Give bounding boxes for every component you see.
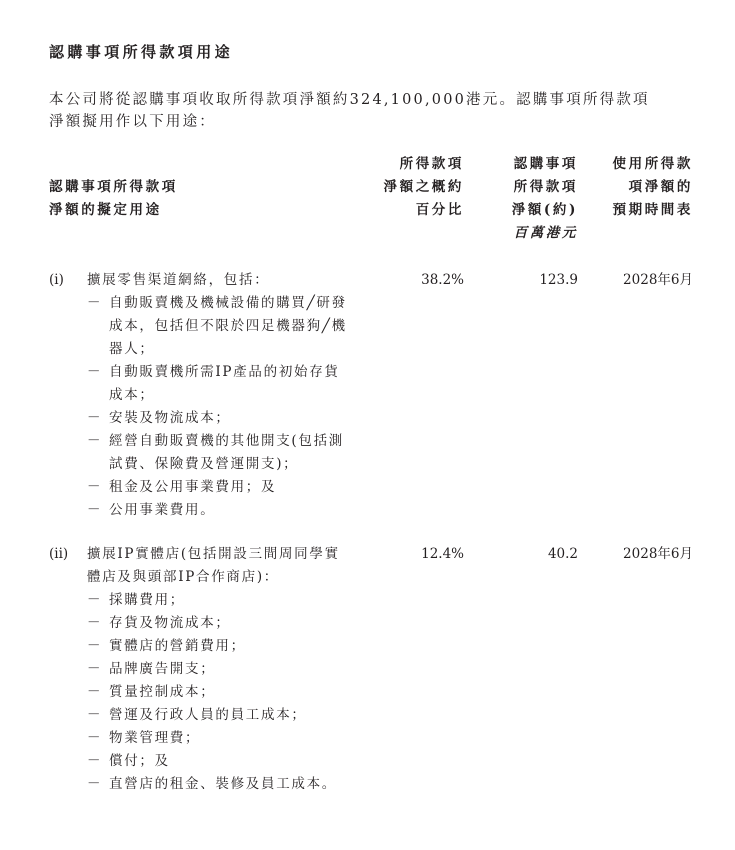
row-bullet-list: [87, 292, 347, 522]
list-item: [87, 292, 347, 361]
list-item: [87, 773, 337, 796]
header-percentage: [384, 153, 465, 222]
bullet-line: 試費、保險費及營運開支)；: [109, 456, 299, 472]
header-line: 淨額的擬定用途: [49, 202, 162, 218]
row-timeline: 2028年6月: [623, 272, 693, 288]
row-amount: 40.2: [547, 546, 578, 562]
header-line: 淨額之概約: [383, 179, 464, 195]
header-line: 認購事項: [513, 156, 578, 172]
dash: －: [87, 592, 103, 608]
list-item: [87, 430, 347, 476]
bullet-line: 營運及行政人員的員工成本；: [109, 707, 307, 723]
dash: －: [87, 753, 103, 769]
header-line: 預期時間表: [612, 202, 693, 218]
list-item: [87, 361, 347, 407]
dash: －: [87, 410, 103, 426]
bullet-line: 公用事業費用。: [109, 502, 216, 518]
bullet-line: 器人；: [109, 341, 155, 357]
row-title: [87, 543, 357, 589]
dash: －: [87, 479, 103, 495]
bullet-line: 存貨及物流成本；: [109, 615, 231, 631]
bullet-line: 直營店的租金、裝修及員工成本。: [109, 776, 337, 792]
header-line: 所得款項: [399, 156, 464, 172]
bullet-line: 自動販賣機及機械設備的購買╱研發: [109, 295, 347, 311]
row-amount: 123.9: [539, 272, 578, 288]
bullet-line: 物業管理費；: [109, 730, 201, 746]
list-item: [87, 476, 347, 499]
header-line: 項淨額的: [628, 179, 693, 195]
row-percentage: 38.2%: [421, 272, 464, 288]
list-item: [87, 635, 337, 658]
list-item: [87, 681, 337, 704]
header-unit: 百萬港元: [513, 225, 578, 241]
header-line: 所得款項: [513, 179, 578, 195]
list-item: [87, 727, 337, 750]
dash: －: [87, 364, 103, 380]
bullet-line: 採購費用；: [109, 592, 185, 608]
dash: －: [87, 684, 103, 700]
list-item: [87, 589, 337, 612]
header-amount: [512, 153, 578, 245]
row-percentage: 12.4%: [421, 546, 464, 562]
bullet-line: 實體店的營銷費用；: [109, 638, 246, 654]
row-title-line: 擴展IP實體店(包括開設三間周同學實: [87, 546, 340, 562]
dash: －: [87, 638, 103, 654]
header-line: 百分比: [415, 202, 464, 218]
bullet-line: 質量控制成本；: [109, 684, 216, 700]
list-item: [87, 750, 337, 773]
header-line: 淨額(約): [511, 202, 578, 218]
list-item: [87, 499, 347, 522]
row-timeline: 2028年6月: [623, 546, 693, 562]
bullet-line: 租金及公用事業費用；及: [109, 479, 277, 495]
section-heading: 認購事項所得款項用途: [49, 43, 234, 61]
dash: －: [87, 776, 103, 792]
intro-line: 本公司將從認購事項收取所得款項淨額約324,100,000港元。認購事項所得款項: [49, 92, 650, 108]
bullet-line: 償付；及: [109, 753, 170, 769]
header-timeline: [613, 153, 694, 222]
intro-line: 淨額擬用作以下用途：: [49, 114, 216, 130]
bullet-line: 成本，包括但不限於四足機器狗╱機: [109, 318, 347, 334]
dash: －: [87, 615, 103, 631]
dash: －: [87, 502, 103, 518]
row-label: (ii): [49, 546, 69, 562]
row-bullet-list: [87, 589, 337, 796]
dash: －: [87, 707, 103, 723]
list-item: [87, 612, 337, 635]
bullet-line: 自動販賣機所需IP產品的初始存貨: [109, 364, 340, 380]
header-line: 認購事項所得款項: [49, 179, 178, 195]
bullet-line: 安裝及物流成本；: [109, 410, 231, 426]
list-item: [87, 704, 337, 727]
bullet-line: 經營自動販賣機的其他開支(包括測: [109, 433, 344, 449]
header-use: [49, 176, 178, 222]
row-title-line: 擴展零售渠道網絡，包括：: [87, 272, 270, 288]
bullet-line: 品牌廣告開支；: [109, 661, 216, 677]
row-title-line: 體店及與頭部IP合作商店)：: [87, 569, 279, 585]
dash: －: [87, 433, 103, 449]
dash: －: [87, 295, 103, 311]
dash: －: [87, 661, 103, 677]
intro-paragraph: [49, 89, 694, 133]
dash: －: [87, 730, 103, 746]
row-label: (i): [49, 272, 64, 288]
list-item: [87, 407, 347, 430]
bullet-line: 成本；: [109, 387, 155, 403]
row-title: [87, 269, 357, 292]
list-item: [87, 658, 337, 681]
header-line: 使用所得款: [612, 156, 693, 172]
